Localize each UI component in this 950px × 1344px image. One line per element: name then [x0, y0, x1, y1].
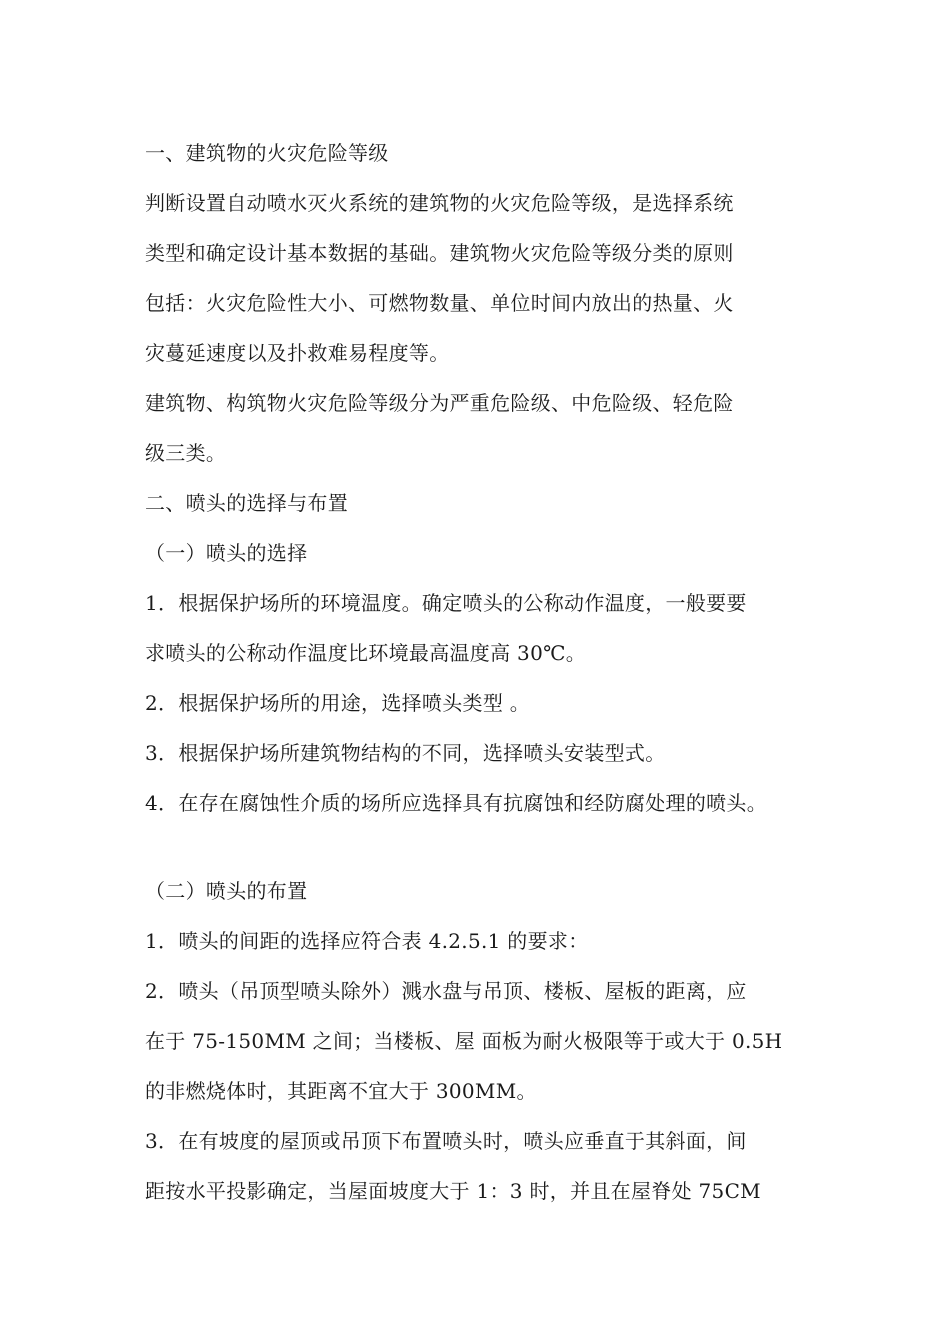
section-heading-fire-hazard-level: 一、建筑物的火灾危险等级 [145, 141, 389, 165]
paragraph-line: 类型和确定设计基本数据的基础。建筑物火灾危险等级分类的原则 [145, 241, 734, 265]
paragraph-line: 建筑物、构筑物火灾危险等级分为严重危险级、中危险级、轻危险 [145, 391, 734, 415]
subsection-heading-sprinkler-layout: （二）喷头的布置 [145, 879, 308, 903]
subsection-heading-sprinkler-selection: （一）喷头的选择 [145, 541, 308, 565]
list-item-line: 距按水平投影确定，当屋面坡度大于 1：3 时，并且在屋脊处 75CM [145, 1179, 761, 1203]
document-body [145, 128, 825, 1216]
list-item-line: 在于 75-150MM 之间；当楼板、屋 面板为耐火极限等于或大于 0.5H [145, 1029, 783, 1053]
list-item-line: 2．根据保护场所的用途，选择喷头类型 。 [145, 691, 531, 715]
list-item-line: 的非燃烧体时，其距离不宜大于 300MM。 [145, 1079, 537, 1103]
paragraph-line: 包括：火灾危险性大小、可燃物数量、单位时间内放出的热量、火 [145, 291, 734, 315]
list-item-line: 3．根据保护场所建筑物结构的不同，选择喷头安装型式。 [145, 741, 666, 765]
paragraph-line: 灾蔓延速度以及扑救难易程度等。 [145, 341, 450, 365]
list-item-line: 3．在有坡度的屋顶或吊顶下布置喷头时，喷头应垂直于其斜面，间 [145, 1129, 747, 1153]
list-item-line: 2．喷头（吊顶型喷头除外）溅水盘与吊顶、楼板、屋板的距离，应 [145, 979, 747, 1003]
list-item-line: 求喷头的公称动作温度比环境最高温度高 30℃。 [145, 641, 587, 665]
list-item-line: 1．根据保护场所的环境温度。确定喷头的公称动作温度，一般要要 [145, 591, 747, 615]
paragraph-line: 判断设置自动喷水灭火系统的建筑物的火灾危险等级，是选择系统 [145, 191, 734, 215]
list-item-line: 4．在存在腐蚀性介质的场所应选择具有抗腐蚀和经防腐处理的喷头。 [145, 791, 768, 815]
list-item-line: 1．喷头的间距的选择应符合表 4.2.5.1 的要求： [145, 929, 589, 953]
section-heading-sprinkler-selection-layout: 二、喷头的选择与布置 [145, 491, 348, 515]
paragraph-line: 级三类。 [145, 441, 227, 465]
paragraph-spacer [145, 828, 825, 866]
